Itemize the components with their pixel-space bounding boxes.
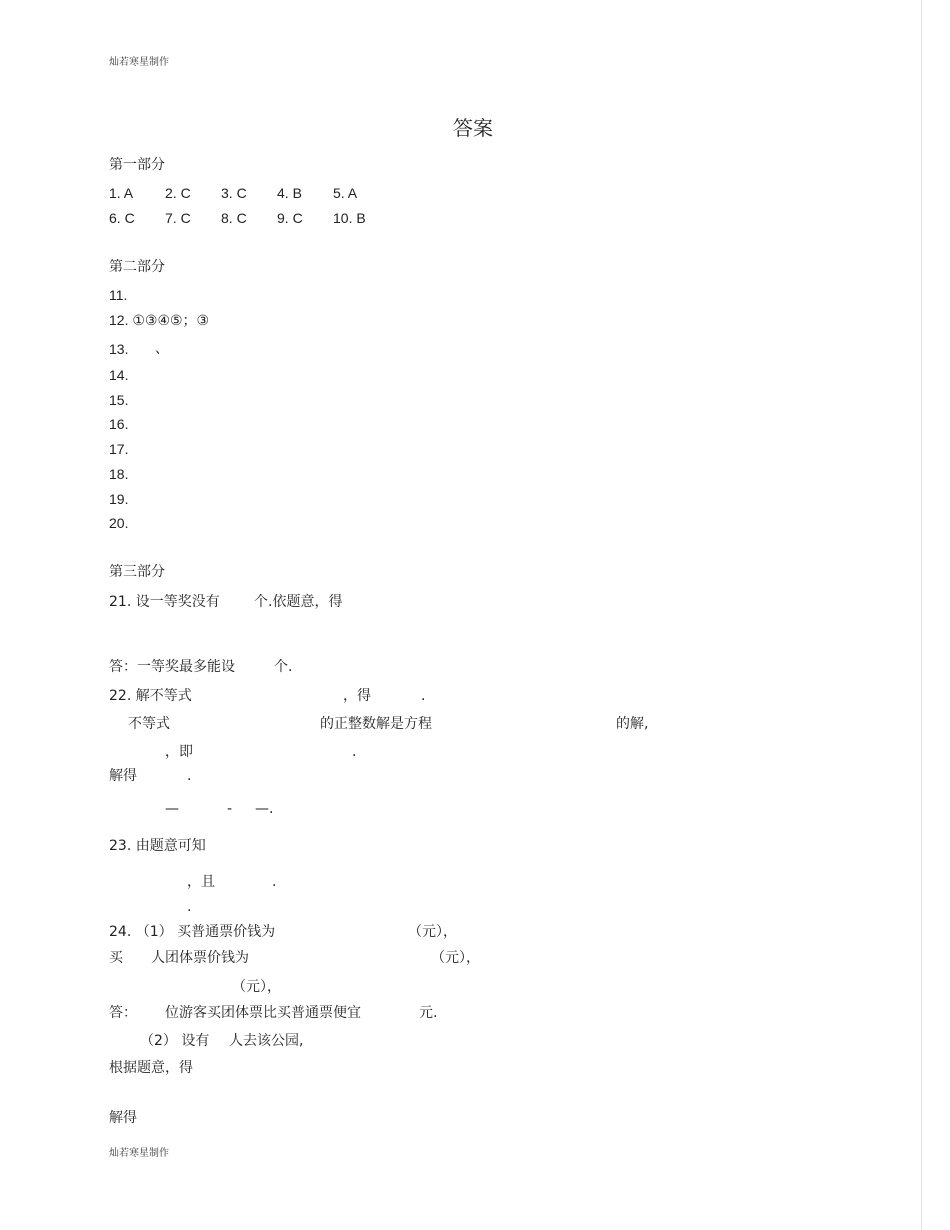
- q22-minus: -: [227, 801, 233, 817]
- item-19: 19.: [109, 491, 129, 507]
- q24-part2-cont: 人去该公园,: [229, 1033, 304, 1049]
- item-11: 11.: [109, 287, 128, 303]
- q22-solve: 解得: [109, 768, 137, 784]
- q23-and: ，且: [187, 874, 215, 890]
- q24-group-price: 人团体票价钱为: [151, 950, 249, 966]
- q22-text: 22. 解不等式: [109, 688, 192, 704]
- q24-answer-text: 位游客买团体票比买普通票便宜: [165, 1005, 361, 1021]
- q24-solve: 解得: [109, 1110, 137, 1126]
- item-17: 17.: [109, 441, 129, 457]
- item-18: 18.: [109, 466, 129, 482]
- answer-9: 9. C: [277, 210, 303, 226]
- q24-part2: （2） 设有: [140, 1033, 210, 1049]
- answer-1: 1. A: [109, 185, 134, 201]
- q21-text-cont: 个.依题意，得: [254, 594, 343, 610]
- answer-6: 6. C: [109, 210, 135, 226]
- item-15: 15.: [109, 392, 129, 408]
- part3-heading: 第三部分: [109, 564, 165, 580]
- item-13-separator: 、: [155, 341, 169, 357]
- q24-answer: 答：: [109, 1005, 137, 1021]
- q21-answer: 答：一等奖最多能设: [109, 659, 235, 675]
- q22-ie: ，即: [165, 744, 193, 760]
- q24-answer-unit: 元.: [419, 1005, 438, 1021]
- q22-inequality: 不等式: [128, 716, 170, 732]
- q24-according: 根据题意，得: [109, 1060, 193, 1076]
- answer-3: 3. C: [221, 185, 247, 201]
- page-edge: [921, 0, 922, 1230]
- q24-yuan-3: （元），: [232, 979, 281, 995]
- answer-2: 2. C: [165, 185, 191, 201]
- item-12: 12. ①③④⑤；③: [109, 312, 210, 328]
- answer-7: 7. C: [165, 210, 191, 226]
- q22-fraction-bar-1: —: [165, 801, 179, 817]
- item-13: 13.: [109, 341, 129, 357]
- q23-period-1: .: [272, 874, 277, 890]
- part2-heading: 第二部分: [109, 259, 165, 275]
- q23-text: 23. 由题意可知: [109, 838, 206, 854]
- q22-solution: 的解,: [616, 716, 649, 732]
- q24-yuan-1: （元），: [408, 924, 457, 940]
- q23-period-2: .: [187, 899, 192, 915]
- q22-positive-integer: 的正整数解是方程: [320, 716, 432, 732]
- q22-period-3: .: [187, 768, 192, 784]
- answer-5: 5. A: [333, 185, 358, 201]
- q24-yuan-2: （元），: [431, 950, 480, 966]
- item-20: 20.: [109, 515, 129, 531]
- item-14: 14.: [109, 367, 129, 383]
- q22-period-2: .: [352, 744, 357, 760]
- q24-buy: 买: [109, 950, 123, 966]
- header-watermark: 灿若寒星制作: [109, 57, 169, 68]
- q24-part1: 24. （1） 买普通票价钱为: [109, 924, 276, 940]
- item-16: 16.: [109, 416, 129, 432]
- q22-period-1: .: [421, 688, 426, 704]
- q22-de: ，得: [343, 688, 371, 704]
- q22-fraction-bar-2: —.: [255, 801, 274, 817]
- answer-4: 4. B: [277, 185, 302, 201]
- q21-text: 21. 设一等奖没有: [109, 594, 220, 610]
- answer-8: 8. C: [221, 210, 247, 226]
- part1-heading: 第一部分: [109, 157, 165, 173]
- q21-answer-cont: 个.: [274, 659, 293, 675]
- page-title: 答案: [453, 116, 493, 140]
- footer-watermark: 灿若寒星制作: [109, 1148, 169, 1159]
- answer-10: 10. B: [333, 210, 366, 226]
